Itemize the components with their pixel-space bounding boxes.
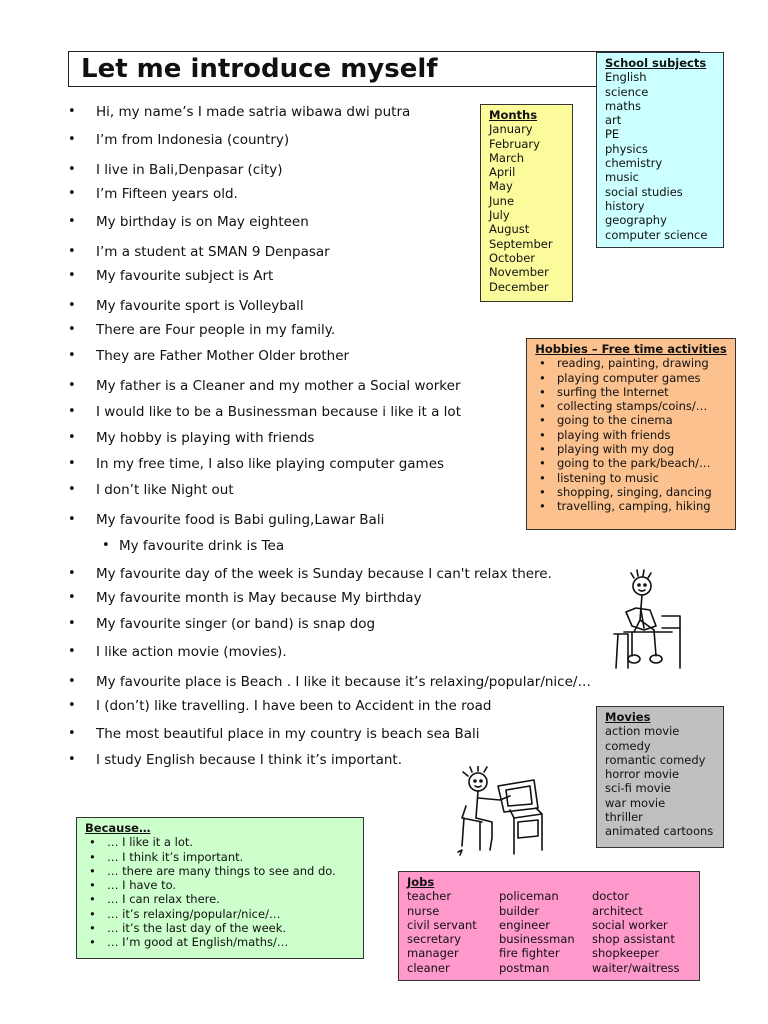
job-item: fire fighter [499,946,560,961]
bullet-icon: • [68,726,76,741]
list-item: action movie [605,724,680,739]
list-item: • playing with my dog [535,442,727,456]
list-item: history [605,198,645,213]
bullet-icon: • [68,322,76,337]
because-heading: Because… [85,821,151,835]
list-item: May [489,179,513,194]
list-item: • … I can relax there. [85,892,355,906]
list-item: social studies [605,184,683,199]
bullet-icon: • [68,512,76,527]
list-item: music [605,170,640,185]
sentence-text: There are Four people in my family. [96,322,336,338]
sentence-text: My favourite place is Beach . I like it because it’s relaxing/popular/nice/… [96,674,591,690]
list-item: August [489,222,530,237]
job-item: manager [407,946,459,961]
bullet-icon: • [68,674,76,689]
bullet-icon: • [68,162,76,177]
list-item: February [489,136,540,151]
sentence-text: Hi, my name’s I made satria wibawa dwi putra [96,104,411,120]
list-item: November [489,265,549,280]
months-box [480,104,573,302]
bullet-icon: • [68,378,76,393]
job-item: waiter/waitress [592,960,680,975]
list-item: • … I like it a lot. [85,835,355,849]
bullet-icon: • [68,752,76,767]
list-item: January [489,122,533,137]
sentence-text: My hobby is playing with friends [96,430,315,446]
list-item: • … it’s the last day of the week. [85,921,355,935]
list-item: • reading, painting, drawing [535,356,727,370]
sentence-text: In my free time, I also like playing computer games [96,456,445,472]
list-item: March [489,150,525,165]
job-item: policeman [499,889,559,904]
list-item: September [489,236,553,251]
sentence-text: They are Father Mother Older brother [96,348,350,364]
list-item: romantic comedy [605,752,706,767]
sentence-text: I don’t like Night out [96,482,234,498]
bullet-icon: • [102,538,110,553]
job-item: secretary [407,932,462,947]
job-item: civil servant [407,917,477,932]
jobs-grid [407,889,691,975]
sentence-text: My favourite day of the week is Sunday because I can't relax there. [96,566,552,582]
bullet-icon: • [68,698,76,713]
job-item: doctor [592,889,629,904]
job-item: teacher [407,889,452,904]
hobbies-list [535,356,727,513]
hobbies-heading: Hobbies – Free time activities [535,342,727,356]
because-box [76,817,364,959]
job-item: postman [499,960,550,975]
sentence-text: I’m a student at SMAN 9 Denpasar [96,244,330,260]
list-item: comedy [605,738,651,753]
movies-list [605,724,715,838]
list-item: thriller [605,810,643,825]
list-item: • listening to music [535,471,727,485]
sentence-text: I study English because I think it’s important. [96,752,402,768]
job-item: cleaner [407,960,450,975]
list-item: October [489,250,536,265]
sentence-text: My favourite drink is Tea [119,538,285,554]
list-item: • … it’s relaxing/popular/nice/… [85,907,355,921]
bullet-icon: • [68,566,76,581]
list-item: • going to the cinema [535,413,727,427]
job-item: builder [499,903,540,918]
list-item: English [605,70,647,85]
bullet-icon: • [68,616,76,631]
job-item: engineer [499,917,551,932]
list-item: • travelling, camping, hiking [535,499,727,513]
list-item: December [489,279,549,294]
bullet-icon: • [68,644,76,659]
sentence-text: I’m Fifteen years old. [96,186,238,202]
bullet-icon: • [68,132,76,147]
sentence-text: The most beautiful place in my country is beach sea Bali [96,726,480,742]
list-item: • … I have to. [85,878,355,892]
list-item: • shopping, singing, dancing [535,485,727,499]
sentence-text: My favourite month is May because My birthday [96,590,422,606]
list-item: PE [605,127,620,142]
bullet-icon: • [68,590,76,605]
sentence-text: My favourite food is Babi guling,Lawar Bali [96,512,385,528]
sentence-text: My father is a Cleaner and my mother a Social worker [96,378,461,394]
sentence-text: I (don’t) like travelling. I have been to Accident in the road [96,698,492,714]
list-item: • … there are many things to see and do. [85,864,355,878]
job-item: shopkeeper [592,946,660,961]
because-list [85,835,355,949]
list-item: physics [605,141,648,156]
sentence-text: My favourite subject is Art [96,268,274,284]
list-item: computer science [605,227,708,242]
bullet-icon: • [68,244,76,259]
bullet-icon: • [68,482,76,497]
school-subjects-list [605,70,715,242]
movies-heading: Movies [605,710,651,724]
list-item: April [489,165,516,180]
bullet-icon: • [68,186,76,201]
job-item: nurse [407,903,440,918]
job-item: businessman [499,932,575,947]
jobs-box [398,871,700,981]
months-heading: Months [489,108,538,122]
months-list [489,122,564,294]
list-item: June [489,193,515,208]
list-item: sci-fi movie [605,781,671,796]
bullet-icon: • [68,104,76,119]
list-item: maths [605,98,642,113]
school-subjects-box [596,52,724,248]
list-item: art [605,113,622,128]
computer-person-illustration [452,766,552,860]
hobbies-box [526,338,736,530]
list-item: war movie [605,795,666,810]
sentence-text: I would like to be a Businessman because i like it a lot [96,404,461,420]
list-item: geography [605,213,667,228]
sentence-text: My favourite singer (or band) is snap dog [96,616,376,632]
list-item: • playing computer games [535,371,727,385]
bullet-icon: • [68,268,76,283]
job-item: shop assistant [592,932,675,947]
list-item: • going to the park/beach/… [535,456,727,470]
jobs-heading: Jobs [407,875,435,889]
sentence-text: I live in Bali,Denpasar (city) [96,162,283,178]
list-item: chemistry [605,156,663,171]
list-item: • surfing the Internet [535,385,727,399]
bullet-icon: • [68,430,76,445]
bullet-icon: • [68,214,76,229]
list-item: • collecting stamps/coins/… [535,399,727,413]
bullet-icon: • [68,348,76,363]
reading-person-illustration [610,568,690,674]
job-item: social worker [592,917,668,932]
sentence-text: I’m from Indonesia (country) [96,132,290,148]
job-item: architect [592,903,643,918]
list-item: • … I’m good at English/maths/… [85,935,355,949]
list-item: July [489,208,510,223]
page-title: Let me introduce myself [81,54,438,84]
sentence-text: I like action movie (movies). [96,644,287,660]
bullet-icon: • [68,456,76,471]
bullet-icon: • [68,298,76,313]
bullet-icon: • [68,404,76,419]
list-item: science [605,84,649,99]
sentence-text: My favourite sport is Volleyball [96,298,304,314]
list-item: animated cartoons [605,824,714,839]
movies-box [596,706,724,848]
school-subjects-heading: School subjects [605,56,707,70]
list-item: • playing with friends [535,428,727,442]
sentence-text: My birthday is on May eighteen [96,214,309,230]
list-item: • … I think it’s important. [85,850,355,864]
list-item: horror movie [605,767,680,782]
